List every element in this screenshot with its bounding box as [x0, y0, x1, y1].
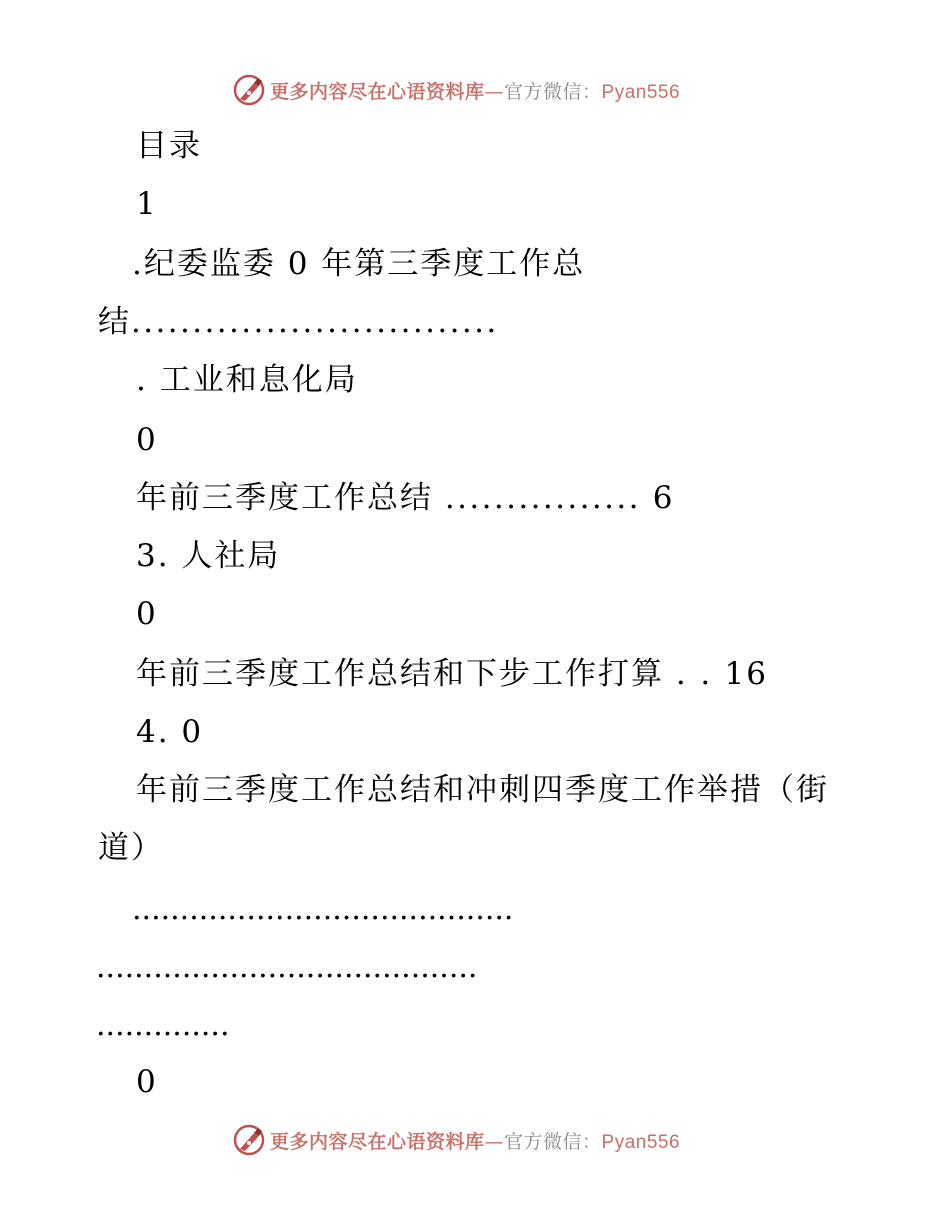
toc-entry-2-title-text: 年前三季度工作总结: [136, 480, 445, 516]
watermark-dash: —: [484, 80, 505, 103]
toc-entry-2-leader: ................: [444, 480, 641, 516]
watermark-site-text: 更多内容尽在心语资料库: [270, 1130, 485, 1153]
pen-nib-logo-icon: [232, 73, 266, 107]
watermark-label: 官方微信：: [504, 1130, 602, 1153]
toc-entry-1-prefix: .: [132, 246, 144, 282]
watermark-banner-bottom: [232, 1120, 680, 1160]
toc-title: 目录: [136, 128, 202, 164]
toc-entry-2-title: [136, 478, 675, 518]
toc-entry-2-prefix: . 工业和息化局: [136, 362, 358, 398]
toc-entry-3-year: 0: [136, 596, 158, 632]
toc-entry-3-prefix: 3. 人社局: [136, 538, 281, 574]
watermark-label: 官方微信：: [504, 80, 602, 103]
toc-entry-3-title: [136, 654, 768, 694]
toc-entry-4-leader-2: ........................................: [96, 950, 478, 985]
watermark-id: Pyan556: [601, 81, 681, 103]
toc-entry-1-title: [132, 244, 585, 284]
toc-entry-4-title-cont: 道）: [98, 830, 164, 866]
watermark-id: Pyan556: [601, 1131, 681, 1153]
toc-entry-3-page: 16: [724, 656, 768, 692]
toc-entry-4-leader-1: ........................................: [132, 892, 514, 927]
toc-entry-4-title: 年前三季度工作总结和冲刺四季度工作举措（街: [136, 772, 829, 808]
toc-entry-4-prefix: 4. 0: [136, 714, 204, 750]
toc-entry-3-title-text: 年前三季度工作总结和下步工作打算: [136, 656, 676, 692]
pen-nib-logo-icon: [232, 1123, 266, 1157]
watermark-site-text: 更多内容尽在心语资料库: [270, 80, 485, 103]
toc-entry-1-title-end: 结: [98, 304, 131, 340]
toc-entry-3-leader: . .: [675, 656, 713, 692]
toc-entry-2-year: 0: [136, 422, 158, 458]
toc-entry-4-leader-3: ..............: [96, 1008, 230, 1043]
toc-entry-2-page: 6: [652, 480, 675, 516]
watermark-banner-top: [232, 70, 680, 110]
toc-entry-1-title-cont: [98, 302, 499, 342]
toc-trailing-number: 0: [136, 1064, 158, 1100]
toc-entry-1-leader: ..............................: [131, 304, 499, 340]
toc-entry-1-title-text: 纪委监委 0 年第三季度工作总: [143, 246, 586, 282]
toc-entry-1-number: 1: [136, 186, 158, 222]
watermark-dash: —: [484, 1130, 505, 1153]
